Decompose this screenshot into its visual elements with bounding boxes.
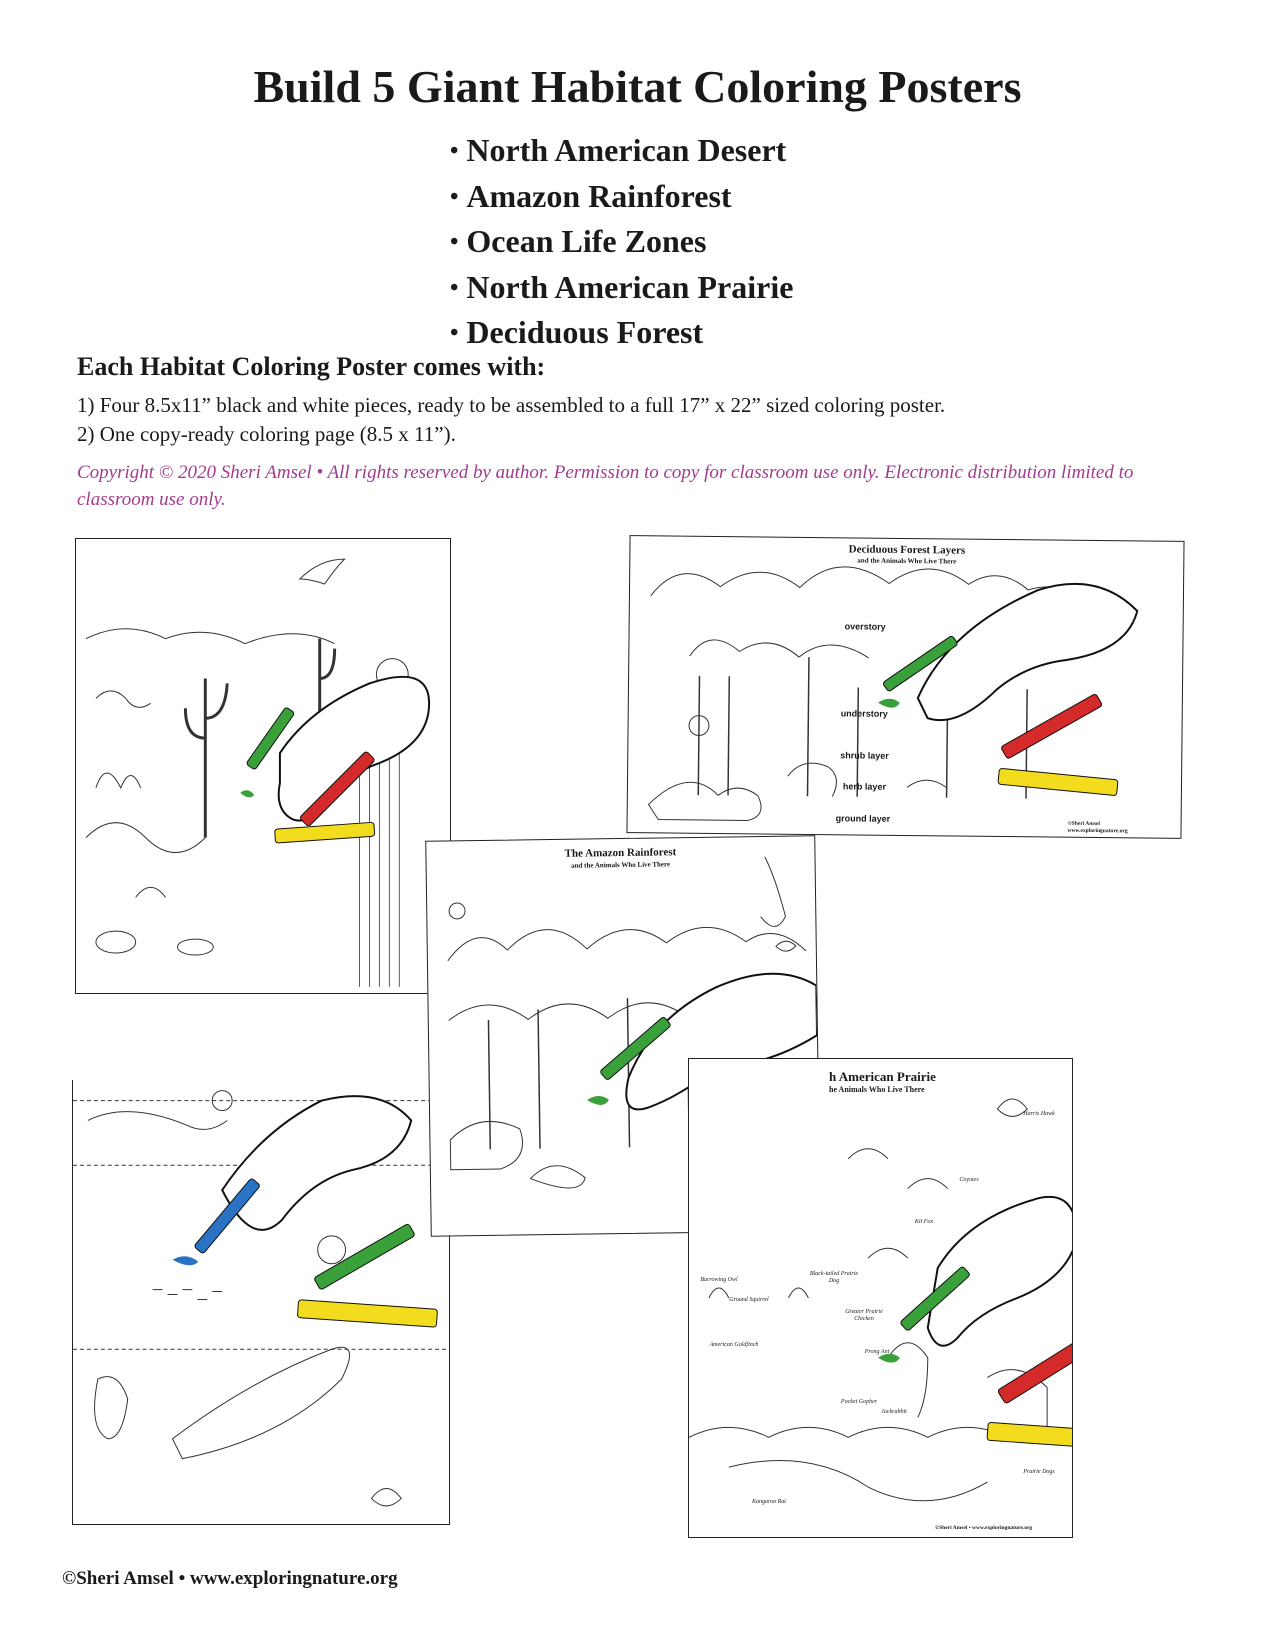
habitat-item: • North American Desert [450,130,793,176]
prairie-subtitle: he Animals Who Live There [829,1085,925,1094]
habitat-item: • North American Prairie [450,267,793,313]
fox-icon [96,691,151,707]
monkey-icon [449,903,465,919]
red-crayon-icon [997,1327,1072,1404]
sperm-whale-icon [172,1347,349,1458]
coyote-icon [848,1149,947,1189]
deciduous-credit-url: www.exploringnature.org [1067,827,1128,835]
layer-label: shrub layer [840,750,889,761]
animal-label: Greater Prairie Chicken [845,1309,883,1322]
habitat-item: • Deciduous Forest [450,312,793,358]
tortoise-icon [96,931,136,953]
animal-label: Harris Hawk [1023,1111,1055,1117]
deer-icon [788,763,837,797]
deciduous-subtitle: and the Animals Who Live There [857,556,957,566]
capybara-icon [530,1165,585,1188]
yellow-crayon-icon [987,1422,1072,1450]
bear-icon [648,782,761,821]
forest-illustration [627,536,1183,838]
cactus-icon [185,678,227,837]
amazon-title: The Amazon Rainforest [564,846,677,860]
prairie-poster-image [688,1058,1073,1538]
animal-label: Prong Ant [864,1349,890,1355]
animal-label: American Goldfinch [709,1342,759,1348]
urchin-icon [318,1236,346,1264]
squid-icon [95,1377,128,1439]
hand-icon [172,1096,437,1327]
desert-illustration [76,539,450,993]
animal-label: Kit Fox [914,1219,934,1225]
habitat-list [450,130,793,358]
deciduous-poster-image [626,535,1184,839]
footer-credit: ©Sheri Amsel • www.exploringnature.org [62,1568,398,1589]
habitat-item: • Amazon Rainforest [450,176,793,222]
includes-heading: Each Habitat Coloring Poster comes with: [77,352,546,381]
desert-poster-image [75,538,451,994]
page-title: Build 5 Giant Habitat Coloring Posters [253,61,1022,112]
layer-label: herb layer [842,781,887,792]
deciduous-title: Deciduous Forest Layers [848,543,966,557]
animal-label: Black-tailed Prairie Dog [809,1271,859,1284]
hand-icon [240,677,429,843]
animal-label: Kangaroo Rat [752,1499,786,1505]
animal-label: Pocket Gopher [840,1399,878,1405]
animal-label: Jackrabbit [881,1409,907,1415]
copyright-notice: Copyright © 2020 Sheri Amsel • All rights reserved by author. Permission to copy for classroom use only. Electronic distribution limited to classroom use only. [77,462,1134,510]
layer-label: understory [840,708,888,719]
layer-label: overstory [844,621,886,632]
lizard-icon [177,939,213,955]
prairie-credit: ©Sheri Amsel • www.exploringnature.org [935,1525,1033,1531]
includes-item: 2) One copy-ready coloring page (8.5 x 11”). [77,422,456,446]
animal-label: Prairie Dogs [1023,1469,1055,1475]
amazon-subtitle: and the Animals Who Live There [571,860,671,870]
habitat-item: • Ocean Life Zones [450,221,793,267]
tapir-icon [450,1121,523,1170]
anglerfish-icon [371,1489,401,1506]
prairie-title: h American Prairie [829,1069,936,1084]
butterfly-icon [776,941,796,951]
deciduous-credit-name: ©Sheri Amsel [1067,820,1100,828]
animal-label: Coyotes [959,1177,979,1183]
includes-item: 1) Four 8.5x11” black and white pieces, ready to be assembled to a full 17” x 22” sized coloring poster. [77,393,946,417]
tree-trunk-icon [698,656,1027,798]
animal-label: Ground Squirrel [729,1297,769,1303]
yellow-crayon-icon [297,1300,437,1328]
ocean-illustration [73,1080,449,1524]
green-crayon-icon [314,1223,416,1290]
bird-icon [300,559,345,584]
layer-label: ground layer [835,813,891,824]
animal-label: Burrowing Owl [700,1277,738,1283]
fish-school-icon [153,1290,223,1300]
harpy-eagle-icon [760,857,786,927]
kit-fox-icon [868,1248,908,1258]
whale-icon [88,1112,227,1130]
ocean-poster-image [72,1080,450,1525]
